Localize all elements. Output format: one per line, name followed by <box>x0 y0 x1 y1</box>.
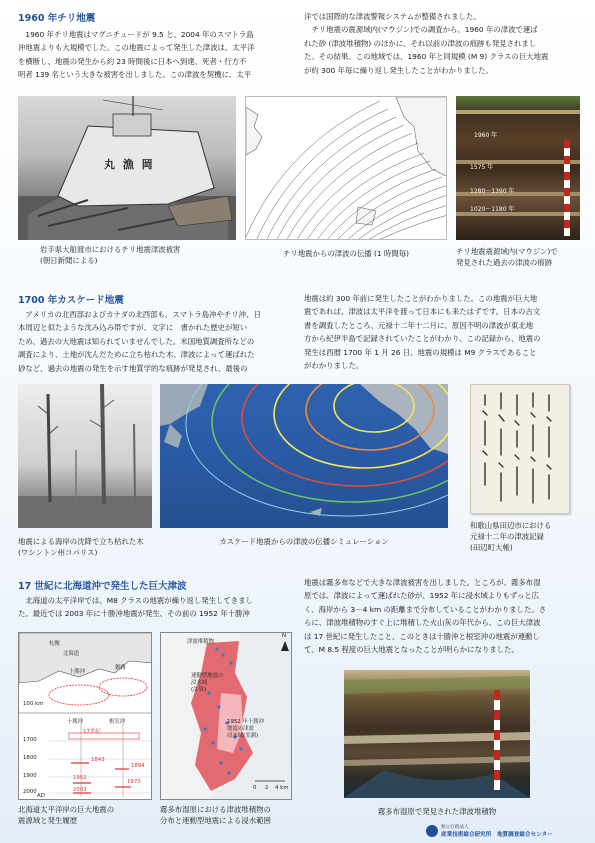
section-title-cascadia: 1700 年カスケード地震 <box>18 295 124 306</box>
caption-inundation-map: 霧多布湿原における津波堆積物の 分布と連動型地震による浸水範囲 <box>160 805 271 825</box>
map1-label-3: 釧路 <box>115 665 126 671</box>
hokkaido-source-map <box>18 632 152 800</box>
footer-logo <box>426 824 553 838</box>
caption-propagation-map: チリ地震からの津波の伝播 (1 時間毎) <box>282 249 410 258</box>
map1-year-4: 2003 <box>73 787 87 793</box>
ghost-forest-photo <box>18 384 152 528</box>
chile-text-col1: 1960 年チリ地震はマグニチュードが 9.5 と、2004 年のスマトラ島 沖地震よりも大規模でした。この地震によって発生した津波は、太平洋 を横断し、地震の発生から約 23 時間後に日本へ到達、死者・行方不 明者 139 名という大きな被害を出しました。この津波を契機に、太平 <box>18 30 255 80</box>
chile-text-col2: 洋では国際的な津波警報システムが整備されました。 チリ地震の震源域内(マウジン)での調査から、1960 年の津波で運ば れた砂 (津波堆積物) のほかに、それ以前の津波の痕跡も発見されまし た。その結果、この地域では、1960 年と同規模 (M 9) クラスの巨大地震 が約 300 年毎に繰り返し発生したことがわかりました。 <box>304 12 549 75</box>
inundation-areas <box>161 633 292 800</box>
ship-name-label: 丸 漁 岡 <box>104 158 155 171</box>
chile-propagation-map <box>245 96 447 240</box>
layer-label-1020: 1020～1180 年 <box>470 206 515 213</box>
deposit-illustration <box>344 670 530 798</box>
propagation-contours <box>246 97 447 240</box>
layer-label-1575: 1575 年 <box>470 164 494 171</box>
layer-label-1280: 1280～1390 年 <box>470 188 515 195</box>
map1-label-10: 1900 <box>23 773 37 779</box>
map2-label-4: 2 <box>265 785 269 791</box>
tsunami-deposit-photo <box>344 670 530 798</box>
map1-label-2: 十勝沖 <box>69 669 86 675</box>
scale-rod <box>564 140 570 236</box>
layer-band-1960 <box>456 110 580 114</box>
map1-year-0: 1843 <box>91 757 105 763</box>
section-title-chile: 1960 年チリ地震 <box>18 13 96 24</box>
cascadia-text-col1: アメリカの北西部およびカナダの北西部も、スマトラ島沖やチリ沖、日 本周辺と似たような沈み込み帯ですが、文字に 書かれた歴史が短い ため、過去の大地震は知られていませんでした。米国地質調査所などの 調査により、土地が沈んだために立ち枯れた木、津波によって運ばれた 砂など、過去の地震の発生を示す地質学的な痕跡が発見され、最後の <box>18 310 261 373</box>
tsunami-trace-photo <box>456 96 580 240</box>
hokkaido-text-col2: 地震は霧多布などで大きな津波被害を出しました。ところが、霧多布湿 原では、津波によって運ばれた砂が、1952 年に浸水域よりもずっと広 く、海岸から 3－4 km の距離まで分布していることがわかりました。さ らに、津波堆積物のすぐ上に堆積した火山灰の年代から、この巨大津波 は 17 世紀に発生したこと、このときは十勝沖と根室沖の地震が連動し て、M 8.5 程度の巨大地震となったことが明らかになりました。 <box>304 578 547 655</box>
caption-old-document: 和歌山県田辺市における 元禄十二年の津波記録 (田辺町大帳) <box>470 521 552 552</box>
map2-label-2: 1952 年十勝沖 地震の津波 浸水域(実測) <box>227 719 264 739</box>
cascadia-simulation-map <box>160 384 448 528</box>
map1-label-6: 根室沖 <box>109 719 126 725</box>
aist-logo-icon <box>426 825 438 837</box>
footer-small: 独立行政法人 <box>441 825 469 830</box>
map2-label-5: 4 km <box>275 785 289 791</box>
map2-label-3: 0 <box>253 785 257 791</box>
map1-label-8: 1700 <box>23 737 37 743</box>
map1-label-4: 100 km <box>23 701 44 707</box>
cascadia-text-col2: 地震は約 300 年前に発生したことがわかりました。この地震が巨大地 震であれば、津波は太平洋を渡って日本にも来たはずです。日本の古文 書を調査したところ、元禄十二年十二月に、原因不明の津波が東北地 方から紀伊半島で記録されていたことがわかり、この記録から、地震の 発生は西暦 1700 年 1 月 26 日、地震の規模は M9 クラスであること がわかりました。 <box>304 294 541 371</box>
caption-deposit-photo: 霧多布湿原で発見された津波堆積物 <box>377 807 497 816</box>
caption-ship-photo: 岩手県大船渡市におけるチリ地震津波被害 (朝日新聞による) <box>40 245 181 265</box>
map2-north-label: N <box>282 633 287 639</box>
kiritappu-inundation-map <box>160 632 292 800</box>
tsunami-damage-photo <box>18 96 236 240</box>
footer-text <box>441 824 553 838</box>
caption-source-map: 北海道太平洋岸の巨大地震の 震源域と発生履歴 <box>18 805 115 825</box>
old-document-photo <box>470 384 570 514</box>
map1-label-1: 北海道 <box>63 651 80 657</box>
map1-label-5: 十勝沖 <box>67 719 84 725</box>
map1-label-11: 2000 <box>23 789 37 795</box>
map2-label-0: 津波堆積物 <box>187 639 214 645</box>
section-title-hokkaido: 17 世紀に北海道沖で発生した巨大津波 <box>18 581 187 592</box>
hokkaido-text-col1: 北海道の太平洋岸では、M8 クラスの地震が繰り返し発生してきまし た。最近では 2003 年に十勝沖地震が発生、その前の 1952 年十勝沖 <box>18 596 253 619</box>
map1-year-3: 1973 <box>127 779 141 785</box>
map1-year-1: 1894 <box>131 763 145 769</box>
footer-org: 産業技術総合研究所 地質調査総合センター <box>441 832 553 838</box>
map2-label-1: 連動型地震の 浸水域 (計算) <box>191 673 224 693</box>
map1-label-7: 17世紀 <box>83 729 101 735</box>
dead-trees-illustration <box>18 384 152 528</box>
caption-trace-photo: チリ地震震源域内(マウジン)で 発見された過去の津波の痕跡 <box>456 247 558 267</box>
calligraphy-columns <box>471 385 571 515</box>
map1-year-2: 1952 <box>73 775 87 781</box>
caption-ghost-forest: 地震による海岸の沈降で立ち枯れた木 (ワシントン州コパリス) <box>18 537 144 557</box>
layer-label-1960: 1960 年 <box>474 132 498 139</box>
map1-label-9: 1800 <box>23 755 37 761</box>
map1-label-0: 札幌 <box>49 641 60 647</box>
simulation-wavefronts <box>160 384 448 528</box>
map1-ad-label: AD <box>37 793 45 799</box>
caption-simulation: カスケード地震からの津波の伝播シミュレーション <box>219 537 389 546</box>
